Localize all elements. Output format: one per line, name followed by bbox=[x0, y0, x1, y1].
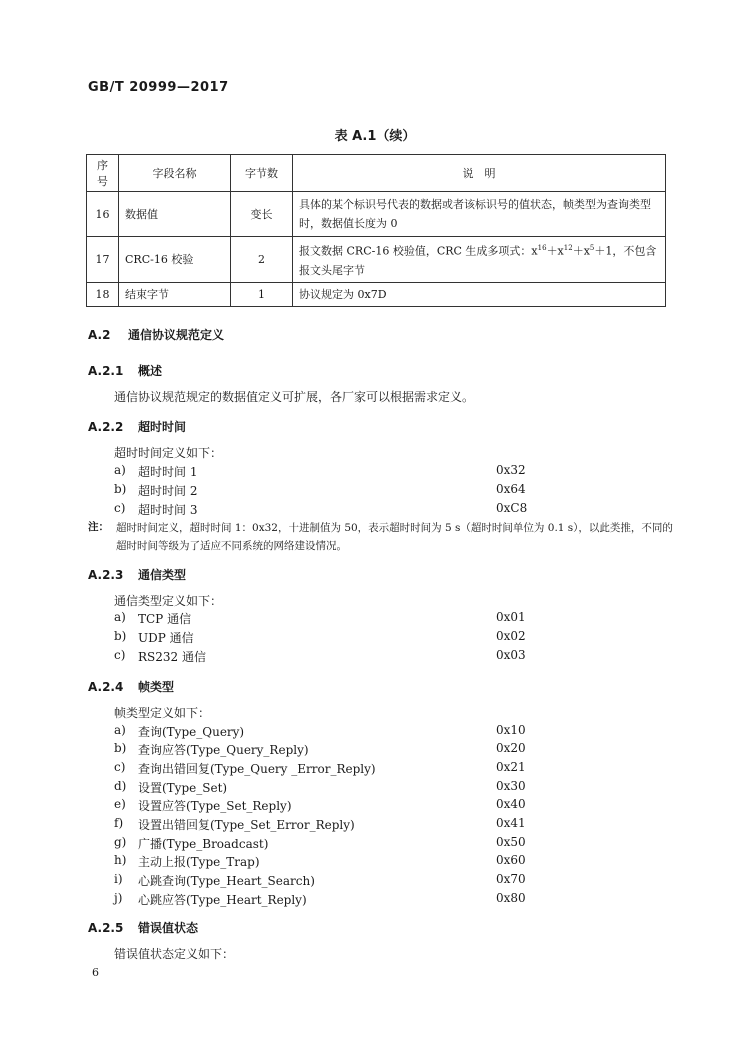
cell-desc: 具体的某个标识号代表的数据或者该标识号的值状态，帧类型为查询类型时，数据值长度为 0 bbox=[293, 192, 666, 237]
note-label: 注： bbox=[88, 521, 109, 533]
list-text: 查询应答(Type_Query_Reply) bbox=[138, 743, 309, 757]
cell-bytes: 变长 bbox=[231, 192, 293, 237]
section-title: 通信协议规范定义 bbox=[128, 328, 225, 342]
subsection-title: 通信类型 bbox=[138, 568, 187, 582]
section-number: A.2 bbox=[88, 328, 111, 342]
subsection-title: 帧类型 bbox=[138, 680, 175, 694]
list-text: RS232 通信 bbox=[138, 650, 206, 664]
desc-text: ＋x bbox=[572, 244, 590, 258]
list-text: TCP 通信 bbox=[138, 612, 192, 626]
list-item bbox=[114, 891, 534, 909]
exponent: 5 bbox=[589, 244, 595, 252]
list-text: 设置应答(Type_Set_Reply) bbox=[138, 799, 292, 813]
list-label: a) bbox=[114, 723, 126, 737]
col-header-desc: 说 明 bbox=[293, 155, 666, 192]
col-header-no: 序号 bbox=[87, 155, 119, 192]
cell-no: 16 bbox=[87, 192, 119, 237]
subsection-number: A.2.4 bbox=[88, 680, 124, 694]
table-row bbox=[87, 192, 666, 237]
list-label: e) bbox=[114, 797, 126, 811]
subsection-number: A.2.1 bbox=[88, 364, 124, 378]
list-text: 心跳应答(Type_Heart_Reply) bbox=[138, 893, 307, 907]
subsection-heading bbox=[88, 566, 186, 583]
table-row bbox=[87, 237, 666, 283]
list-code: 0x50 bbox=[496, 835, 526, 849]
standard-number: GB/T 20999—2017 bbox=[88, 80, 229, 95]
list-item bbox=[114, 835, 534, 853]
list-label: h) bbox=[114, 853, 127, 867]
page-number: 6 bbox=[92, 966, 99, 979]
list-label: c) bbox=[114, 648, 126, 662]
paragraph: 通信类型定义如下： bbox=[114, 594, 223, 608]
desc-text: ＋1，不包含报文头尾字节 bbox=[299, 244, 657, 277]
list-label: j) bbox=[114, 891, 123, 905]
list-code: 0x60 bbox=[496, 853, 526, 867]
subsection-number: A.2.5 bbox=[88, 921, 124, 935]
list-code: 0x20 bbox=[496, 741, 526, 755]
list-item bbox=[114, 779, 534, 797]
list-item bbox=[114, 741, 534, 759]
list-text: 查询出错回复(Type_Query _Error_Reply) bbox=[138, 762, 376, 776]
list-text: 查询(Type_Query) bbox=[138, 725, 245, 739]
list-label: i) bbox=[114, 872, 123, 886]
section-heading bbox=[88, 326, 224, 343]
cell-bytes: 1 bbox=[231, 282, 293, 306]
list-code: 0x02 bbox=[496, 629, 526, 643]
list-code: 0x03 bbox=[496, 648, 526, 662]
list-item bbox=[114, 797, 534, 815]
list-item bbox=[114, 760, 534, 778]
list-code: 0x21 bbox=[496, 760, 526, 774]
paragraph: 错误值状态定义如下： bbox=[114, 947, 235, 961]
list-item bbox=[114, 816, 534, 834]
cell-no: 18 bbox=[87, 282, 119, 306]
list-item bbox=[114, 482, 534, 500]
cell-bytes: 2 bbox=[231, 237, 293, 283]
list-text: 超时时间 3 bbox=[138, 503, 198, 517]
col-header-name: 字段名称 bbox=[119, 155, 231, 192]
subsection-heading bbox=[88, 678, 174, 695]
list-label: c) bbox=[114, 501, 126, 515]
subsection-heading bbox=[88, 362, 162, 379]
subsection-title: 概述 bbox=[138, 364, 163, 378]
list-item bbox=[114, 872, 534, 890]
list-text: 心跳查询(Type_Heart_Search) bbox=[138, 874, 315, 888]
list-text: 主动上报(Type_Trap) bbox=[138, 855, 260, 869]
list-item bbox=[114, 648, 534, 666]
list-item bbox=[114, 501, 534, 519]
cell-no: 17 bbox=[87, 237, 119, 283]
list-label: a) bbox=[114, 463, 126, 477]
list-code: 0x01 bbox=[496, 610, 526, 624]
list-item bbox=[114, 723, 534, 741]
list-text: 设置(Type_Set) bbox=[138, 781, 228, 795]
list-label: d) bbox=[114, 779, 127, 793]
subsection-heading bbox=[88, 919, 198, 936]
table-title: 表 A.1（续） bbox=[334, 129, 416, 144]
exponent: 12 bbox=[563, 244, 573, 252]
subsection-number: A.2.3 bbox=[88, 568, 124, 582]
list-code: 0x30 bbox=[496, 779, 526, 793]
list-code: 0x80 bbox=[496, 891, 526, 905]
subsection-title: 错误值状态 bbox=[138, 921, 199, 935]
list-item bbox=[114, 463, 534, 481]
cell-name: 数据值 bbox=[119, 192, 231, 237]
list-item bbox=[114, 853, 534, 871]
list-text: 设置出错回复(Type_Set_Error_Reply) bbox=[138, 818, 355, 832]
note-text: 超时时间定义，超时时间 1：0x32，十进制值为 50，表示超时时间为 5 s（超时时间单位为 0.1 s），以此类推，不同的超时时间等级为了适应不同系统的网络建设情况。 bbox=[116, 522, 673, 552]
list-text: 超时时间 2 bbox=[138, 484, 198, 498]
cell-desc: 协议规定为 0x7D bbox=[293, 282, 666, 306]
list-item bbox=[114, 610, 534, 628]
list-code: 0x32 bbox=[496, 463, 526, 477]
table-header-row bbox=[87, 155, 666, 192]
list-code: 0x40 bbox=[496, 797, 526, 811]
paragraph: 超时时间定义如下： bbox=[114, 446, 223, 460]
subsection-heading bbox=[88, 418, 186, 435]
list-label: g) bbox=[114, 835, 127, 849]
desc-text: ＋x bbox=[546, 244, 564, 258]
list-label: a) bbox=[114, 610, 126, 624]
subsection-title: 超时时间 bbox=[138, 420, 187, 434]
list-item bbox=[114, 629, 534, 647]
paragraph: 通信协议规范规定的数据值定义可扩展，各厂家可以根据需求定义。 bbox=[114, 390, 475, 404]
list-label: b) bbox=[114, 629, 127, 643]
list-code: 0xC8 bbox=[496, 501, 528, 515]
list-code: 0x41 bbox=[496, 816, 526, 830]
list-text: 超时时间 1 bbox=[138, 465, 198, 479]
desc-text: 报文数据 CRC-16 校验值，CRC 生成多项式：x bbox=[299, 244, 538, 258]
list-text: UDP 通信 bbox=[138, 631, 194, 645]
list-code: 0x64 bbox=[496, 482, 526, 496]
list-label: b) bbox=[114, 482, 127, 496]
subsection-number: A.2.2 bbox=[88, 420, 124, 434]
cell-desc bbox=[293, 237, 666, 283]
col-header-bytes: 字节数 bbox=[231, 155, 293, 192]
cell-name: CRC-16 校验 bbox=[119, 237, 231, 283]
field-table bbox=[86, 154, 666, 307]
list-label: b) bbox=[114, 741, 127, 755]
table-row bbox=[87, 282, 666, 306]
list-label: f) bbox=[114, 816, 124, 830]
list-code: 0x10 bbox=[496, 723, 526, 737]
list-text: 广播(Type_Broadcast) bbox=[138, 837, 269, 851]
exponent: 16 bbox=[537, 244, 547, 252]
paragraph: 帧类型定义如下： bbox=[114, 706, 211, 720]
list-label: c) bbox=[114, 760, 126, 774]
cell-name: 结束字节 bbox=[119, 282, 231, 306]
list-code: 0x70 bbox=[496, 872, 526, 886]
